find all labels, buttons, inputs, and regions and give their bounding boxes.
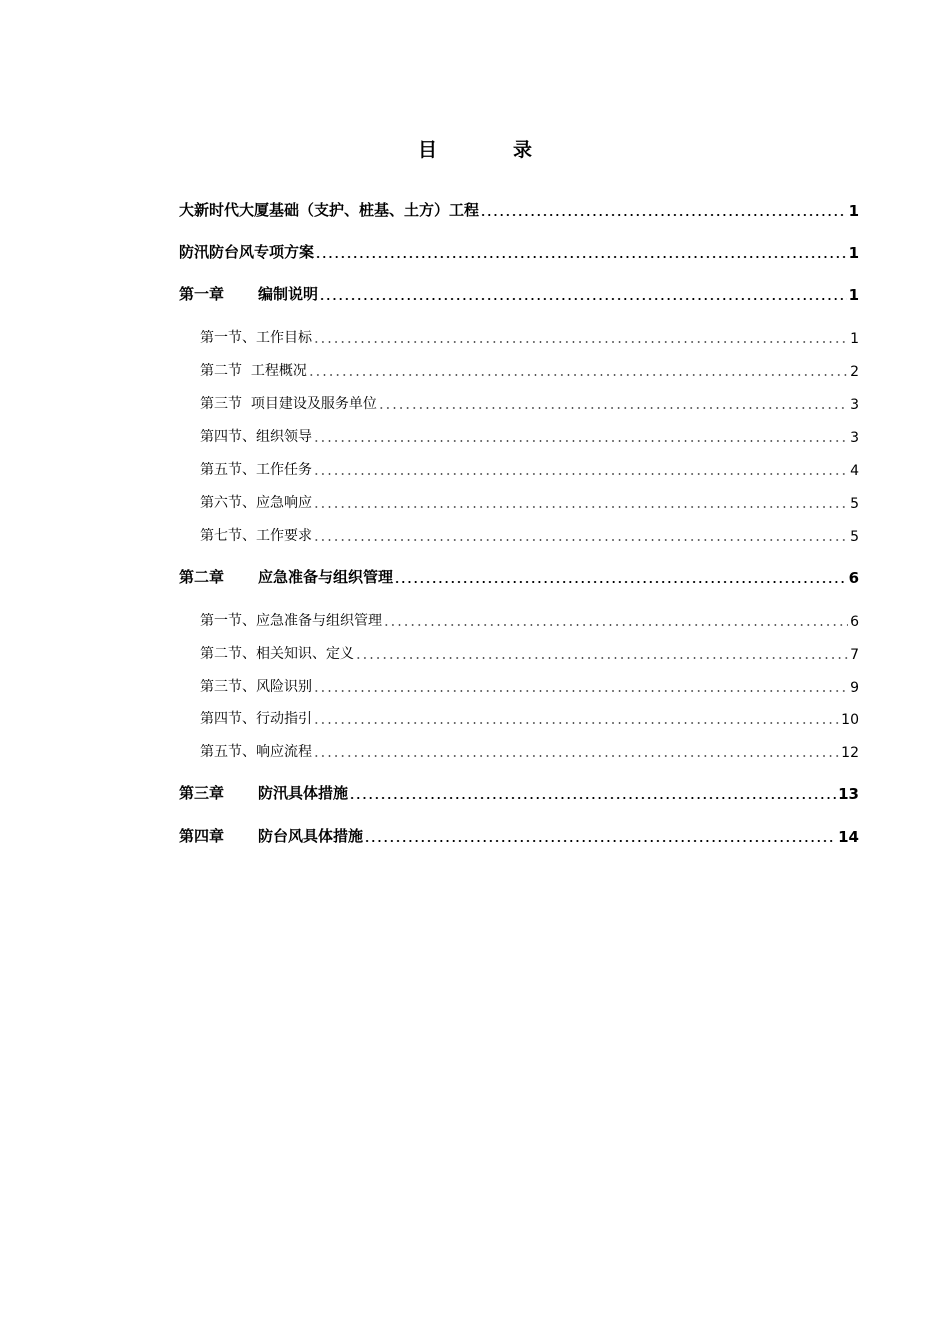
toc-entry-page: 1 [848,286,859,304]
toc-entry-title: 第七节、工作要求 [200,528,312,544]
toc-entry-page: 1 [848,202,859,220]
toc-entry-page: 10 [841,712,859,728]
toc-entry-page: 6 [850,614,859,630]
toc-chapter-number: 第二章 [179,568,225,586]
dot-leader [313,528,848,542]
toc-entry-title: 第五节、响应流程 [200,744,312,760]
toc-entry-project-title[interactable] [179,198,859,220]
toc-entry-page: 1 [850,331,859,347]
toc-entry-chapter-2[interactable] [179,565,859,587]
toc-heading-right: 录 [513,139,533,161]
toc-entry-page: 7 [850,647,859,663]
dot-leader [378,396,848,410]
toc-entry-title: 第六节、应急响应 [200,495,312,511]
toc-chapter-number: 第四章 [179,827,225,845]
toc-entry-title: 第五节、工作任务 [200,462,312,478]
toc-entry-title: 第三节、风险识别 [200,679,312,695]
toc-entry-page: 9 [850,680,859,696]
toc-entry-title: 第二节、相关知识、定义 [200,646,354,662]
toc-entry-title: 大新时代大厦基础（支护、桩基、土方）工程 [179,201,480,219]
dot-leader [313,330,848,344]
toc-entry-section[interactable] [200,706,859,728]
toc-entry-title: 第一节、工作目标 [200,330,312,346]
toc-entry-section[interactable] [200,490,859,512]
toc-entry-page: 3 [850,430,859,446]
dot-leader [394,570,847,584]
toc-entry-chapter-4[interactable] [179,824,859,846]
dot-leader [355,646,848,660]
toc-entry-title: 防汛防台风专项方案 [179,243,315,261]
dot-leader [313,744,839,758]
toc-entry-title: 第三节 项目建设及服务单位 [200,396,377,412]
toc-entry-title: 第四节、行动指引 [200,711,312,727]
toc-entry-page: 2 [850,364,859,380]
dot-leader [319,287,847,301]
toc-entry-section[interactable] [200,457,859,479]
toc-entry-plan-title[interactable] [179,240,859,262]
toc-entry-page: 12 [841,745,859,761]
dot-leader [349,786,836,800]
toc-entry-section[interactable] [200,739,859,761]
dot-leader [313,711,839,725]
toc-entry-section[interactable] [200,674,859,696]
dot-leader [313,462,848,476]
dot-leader [364,829,836,843]
toc-entry-chapter-3[interactable] [179,781,859,803]
toc-entry-page: 1 [848,244,859,262]
toc-entry-chapter-1[interactable] [179,282,859,304]
toc-entry-page: 3 [850,397,859,413]
toc-entry-page: 6 [848,569,859,587]
toc-entry-title: 防汛具体措施 [258,784,349,802]
toc-entry-section[interactable] [200,641,859,663]
dot-leader [313,495,848,509]
toc-entry-title: 应急准备与组织管理 [258,568,394,586]
toc-entry-section[interactable] [200,424,859,446]
toc-entry-page: 5 [850,496,859,512]
toc-chapter-number: 第一章 [179,285,225,303]
toc-entry-title: 编制说明 [258,285,319,303]
toc-entry-title: 第二节 工程概况 [200,363,307,379]
dot-leader [480,203,847,217]
toc-chapter-number: 第三章 [179,784,225,802]
toc-entry-title: 防台风具体措施 [258,827,364,845]
toc-entry-page: 14 [838,828,859,846]
toc-entry-title: 第一节、应急准备与组织管理 [200,613,382,629]
toc-entry-section[interactable] [200,325,859,347]
toc-entry-page: 4 [850,463,859,479]
toc-entry-page: 13 [838,785,859,803]
dot-leader [313,429,848,443]
dot-leader [383,613,848,627]
dot-leader [308,363,848,377]
dot-leader [315,245,847,259]
toc-entry-title: 第四节、组织领导 [200,429,312,445]
toc-entry-section[interactable] [200,608,859,630]
toc-entry-section[interactable] [200,391,859,413]
toc-entry-page: 5 [850,529,859,545]
toc-entry-section[interactable] [200,523,859,545]
toc-heading [0,137,950,163]
toc-heading-left: 目 [417,139,437,161]
toc-entry-section[interactable] [200,358,859,380]
dot-leader [313,679,848,693]
